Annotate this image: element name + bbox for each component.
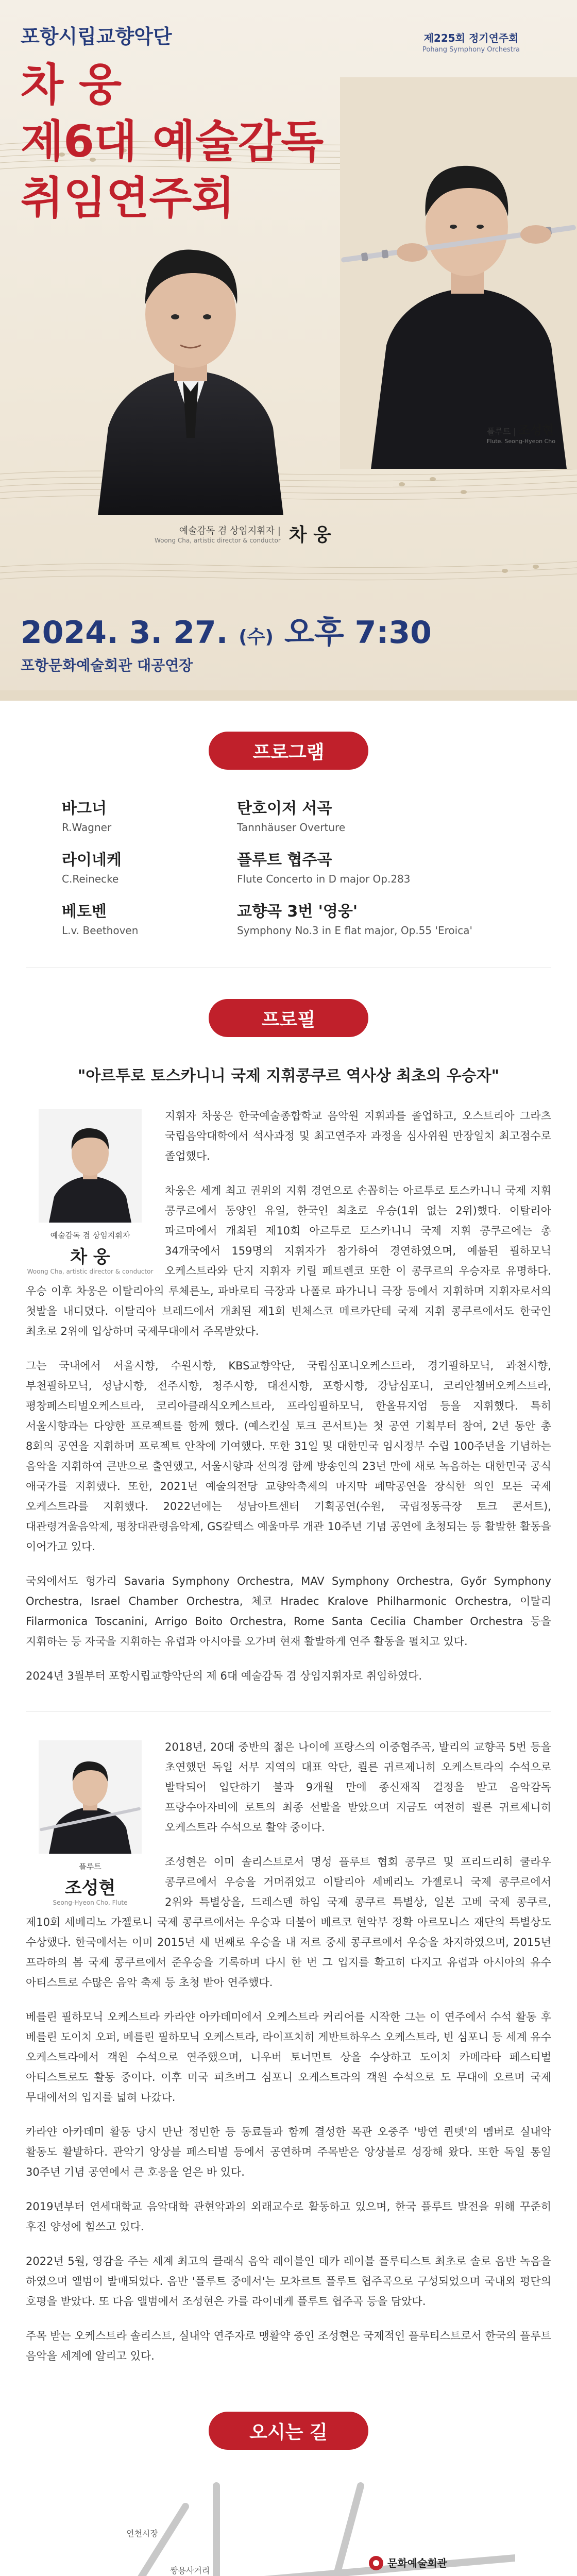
title-line-2: 제6대 예술감독: [21, 116, 324, 167]
title-line-3: 취임연주회: [21, 173, 235, 224]
program-work: 교향곡 3번 '영웅' Symphony No.3 in E flat major, Op.55 'Eroica': [237, 903, 472, 937]
conductor-bio-2: 차웅은 세계 최고 권위의 지휘 경연으로 손꼽히는 아르투로 토스카니니 국제 지휘 콩쿠르에서 동양인 유일, 한국인 최초로 우승(1위 없는 2위)했다. 이탈리아 파르마에서 개최된 제10회 아르투로 토스카니니 국제 지휘 콩쿠르에는 총 34개국에서 159명의 지휘자가 참가하여 경연하였으며, 예룹된 필하모닉 오케스트라와 단지 지휘자 키릴 페트렌코 또한 이 콩쿠르의 우승자로 유명하다. 우승 이후 차웅은 이탈리아의 루체른노, 파바로티 극장과 나폴로 파가니니 극장 등에서 지휘하며 지휘자로서의 첫발을 내디뎠다. 이탈리아 브레드에서 개최된 제1회 빈체스코 메르카단테 국제 지휘 콩쿠르에서도 한국인 최초로 2위에 입상하며 국제무대에서 주목받았다.: [26, 1184, 551, 1337]
conductor-profile-en: Woong Cha, artistic director & conductor: [27, 1268, 154, 1275]
program-work: 탄호이저 서곡 Tannhäuser Overture: [237, 800, 346, 834]
date-main: 2024. 3. 27.: [21, 615, 228, 651]
conductor-bio-1: 지휘자 차웅은 한국예술종합학교 음악원 지휘과를 졸업하고, 오스트리아 그라츠 국립음악대학에서 석사과정 및 최고연주자 과정을 심사위원 만장일치 최고점수로 졸업했다.: [165, 1110, 551, 1162]
conductor-profile: [26, 1106, 551, 1701]
program-heading: 프로그램: [209, 732, 368, 770]
flutist-bio-5: 2019년부터 연세대학교 음악대학 관현악과의 외래교수로 활동하고 있으며, 한국 플루트 발전을 위해 꾸준히 후진 양성에 힘쓰고 있다.: [26, 2200, 551, 2233]
conductor-profile-name: 차 웅: [70, 1247, 110, 1267]
conductor-photo: [39, 1109, 142, 1223]
flutist-bio-3: 베를린 필하모닉 오케스트라 카라얀 아카데미에서 오케스트라 커리어를 시작한 그는 이 연주에서 수석 활동 후 베를린 도이치 오퍼, 베를린 필하모닉 오케스트라, 라이프치히 게반트하우스 오케스트라, 빈 심포니 등 세계 유수 오케스트라에서 객원 수석으로 연주했으며, 니우버 토너먼트 상을 수상하고 도이치 카메라타 페스티벌 아티스트로도 활동 중이다. 이후 미국 피츠버그 심포니 오케스트라의 객원 수석으로 도 무대에 오르며 국제 무대에서의 입지를 넓혀 나갔다.: [26, 2011, 551, 2104]
concert-date: [21, 608, 432, 652]
directions-map: [0, 2476, 515, 2576]
flutist-profile-role: 플루트: [79, 1862, 101, 1871]
flutist-bio-6: 2022년 5월, 영감을 주는 세계 최고의 클래식 음악 레이블인 데카 레이블 플루티스트 최초로 솔로 음반 녹음을 하였으며 앨범이 발매되었다. 음반 '플루트 중에서'는 모차르트 플루트 협주곡으로 구성되었으며 국내외 평단의 호평을 받았다. 또 다음 앨범에서 조성현은 카를 라이네케 플루트 협주곡 등을 담았다.: [26, 2255, 551, 2308]
map-label-venue: 문화예술회관: [387, 2557, 447, 2569]
conductor-bio-4: 국외에서도 헝가리 Savaria Symphony Orchestra, MAV Symphony Orchestra, Győr Symphony Orchestra, Israel Chamber Orchestra, 체코 Hradec Kralove Philharmonic Orchestra, 이탈리 Filarmonica Toscanini, Arrigo Boito Orchestra, Rome Santa Cecilia Chamber Orchestra 등을 지휘하는 등 자국을 지휘하는 유럽과 아시아를 오가며 현재 활발하게 연주 활동을 펼치고 있다.: [26, 1575, 551, 1648]
flutist-profile-name: 조성현: [64, 1878, 116, 1899]
program-list: [62, 795, 515, 937]
flutist-profile-en: Seong-Hyeon Cho, Flute: [53, 1899, 128, 1906]
flutist-bio-1: 2018년, 20대 중반의 젊은 나이에 프랑스의 이중협주곡, 발리의 교향곡 5번 등을 초연했던 독일 서부 지역의 대표 악단, 쾰른 귀르제니히 오케스트라의 수석으로 발탁되어 입단하기 불과 9개월 만에 종신재직 결정을 받고 음악감독 프랑수아자비에 로트의 최종 선발을 받았으며 지금도 여전히 쾰른 귀르제니히 오케스트라 수석으로 활약 중이다.: [165, 1741, 551, 1834]
flutist-name: 조성현: [518, 423, 554, 437]
flutist-role-en: Flute. Seong-Hyeon Cho: [487, 438, 555, 445]
flutist-bio-2: 조성현은 이미 솔리스트로서 명성 플루트 협회 콩쿠르 및 프리드리히 쿨라우 콩쿠르에서 우승을 거머쥐었고 이탈리아 세베리노 가젤로니 국제 콩쿠르에서 2위와 특별상을, 드레스덴 하임 국제 콩쿠르 특별상, 일본 고베 국제 콩쿠르, 제10회 세베리노 가젤로니 국제 콩쿠르에서는 우승과 더불어 베르코 현악부 정확 아르모니스 재단의 특별상도 수상했다. 한국에서는 이미 2015년 세 번째로 우승을 내 저르 중세 콩쿠르에서 우승을 차지하였으며, 2015년 프라하의 봄 국제 콩쿠르에서 준우승을 기록하며 다시 한 번 그 입지를 확고히 다지고 유럽과 아시아의 유수 아티스트로 수많은 음악 축제 등 초청 받아 연주했다.: [26, 1856, 551, 1989]
conductor-photo-block: [26, 1109, 155, 1275]
flutist-caption: [487, 420, 569, 445]
directions-section: [0, 2381, 577, 2576]
festival-badge: [422, 30, 520, 54]
program-work: 플루트 협주곡 Flute Concerto in D major Op.283: [237, 851, 411, 885]
flutist-bio-7: 주목 받는 오케스트라 솔리스트, 실내악 연주자로 맹활약 중인 조성현은 국제적인 플루티스트로서 한국의 플루트 음악을 세계에 알리고 있다.: [26, 2330, 551, 2362]
title-line-1: 차 웅: [21, 59, 122, 111]
flutist-photo-block: [26, 1740, 155, 1906]
conductor-profile-role: 예술감독 겸 상임지휘자: [50, 1231, 130, 1240]
program-composer: 베토벤 L.v. Beethoven: [62, 903, 139, 937]
flutist-photo: [39, 1740, 142, 1854]
date-time: 오후 7:30: [284, 615, 432, 651]
orchestra-name: 포항시립교향악단: [21, 25, 172, 48]
map-label-yeoncheon: 연천시장: [126, 2529, 158, 2538]
date-day: (수): [239, 626, 274, 648]
directions-heading: 오시는 길: [209, 2412, 368, 2450]
conductor-bio-5: 2024년 3월부터 포항시립교향악단의 제 6대 예술감독 겸 상임지휘자로 취임하였다.: [26, 1670, 422, 1682]
profile-section: [0, 968, 577, 2381]
hero-banner: [0, 0, 577, 701]
concert-venue: 포항문화예술회관 대공연장: [21, 657, 193, 674]
conductor-portrait: [77, 196, 304, 515]
flutist-role: 플루트 |: [487, 427, 516, 436]
flutist-bio-4: 카라얀 아카데미 활동 당시 만난 정민한 등 동료들과 함께 결성한 목관 오중주 '방연 퀸텟'의 멤버로 실내악 활동도 활발하다. 관악기 앙상블 페스티벌 등에서 공연하며 주목받은 앙상블로 성장해 왔다. 또한 독일 통일 30주년 기념 공연에서 큰 호응을 얻은 바 있다.: [26, 2126, 551, 2178]
conductor-role: 예술감독 겸 상임지휘자 |: [179, 525, 281, 536]
conductor-bio-3: 그는 국내에서 서울시향, 수원시향, KBS교향악단, 국립심포니오케스트라, 경기필하모닉, 과천시향, 부천필하모닉, 성남시향, 전주시향, 청주시향, 대전시향, 포항시향, 강남심포니, 코리안챔버오케스트라, 평창페스티벌오케스트라, 코리아클래식오케스트라, 프라임필하모닉, 한올뮤지엄 등을 지휘했다. 특히 서울시향과는 다양한 프로젝트를 함께 했다. (예스킨실 토크 콘서트)는 첫 공연 기획부터 참여, 2년 동안 총 8회의 공연을 지휘하며 프로젝트 안착에 기여했다. 또한 31일 및 대한민국 임시정부 수립 100주년을 기념하는 음악을 지휘하여 큰반으로 출연했고, 서울시향과 선의경 함께 방송인의 23년 만에 새로 녹음하는 대한민국 공식 애국가를 지휘했다. 또한, 2021년 예술의전당 교향악축제의 마지막 폐막공연을 장식한 의인 모든 국제 오케스트라를 지휘했다. 2022년에는 성남아트센터 기획공연(수원, 국립정동극장 토크 콘서트), 대관령겨울음악제, 평창대관령음악제, GS칼텍스 예울마루 개관 10주년 기념 공연에 초청되는 등 활발한 활동을 이어가고 있다.: [26, 1360, 551, 1553]
profile-heading: 프로필: [209, 999, 368, 1037]
festival-title: 제225회 정기연주회: [423, 32, 519, 44]
festival-subtitle: Pohang Symphony Orchestra: [422, 46, 520, 54]
program-section: [0, 701, 577, 968]
map-label-ssangyong: 쌍용사거리: [170, 2566, 210, 2575]
program-composer: 라이네케 C.Reinecke: [62, 851, 122, 885]
program-composer: 바그너 R.Wagner: [62, 800, 112, 834]
conductor-role-en: Woong Cha, artistic director & conductor: [155, 536, 281, 544]
conductor-name: 차 웅: [288, 524, 331, 546]
profile-quote: "아르투로 토스카니니 국제 지휘콩쿠르 역사상 최초의 우승자": [77, 1067, 500, 1085]
flutist-portrait: [340, 77, 577, 469]
conductor-caption: [155, 520, 331, 547]
flutist-profile: [26, 1737, 551, 2381]
